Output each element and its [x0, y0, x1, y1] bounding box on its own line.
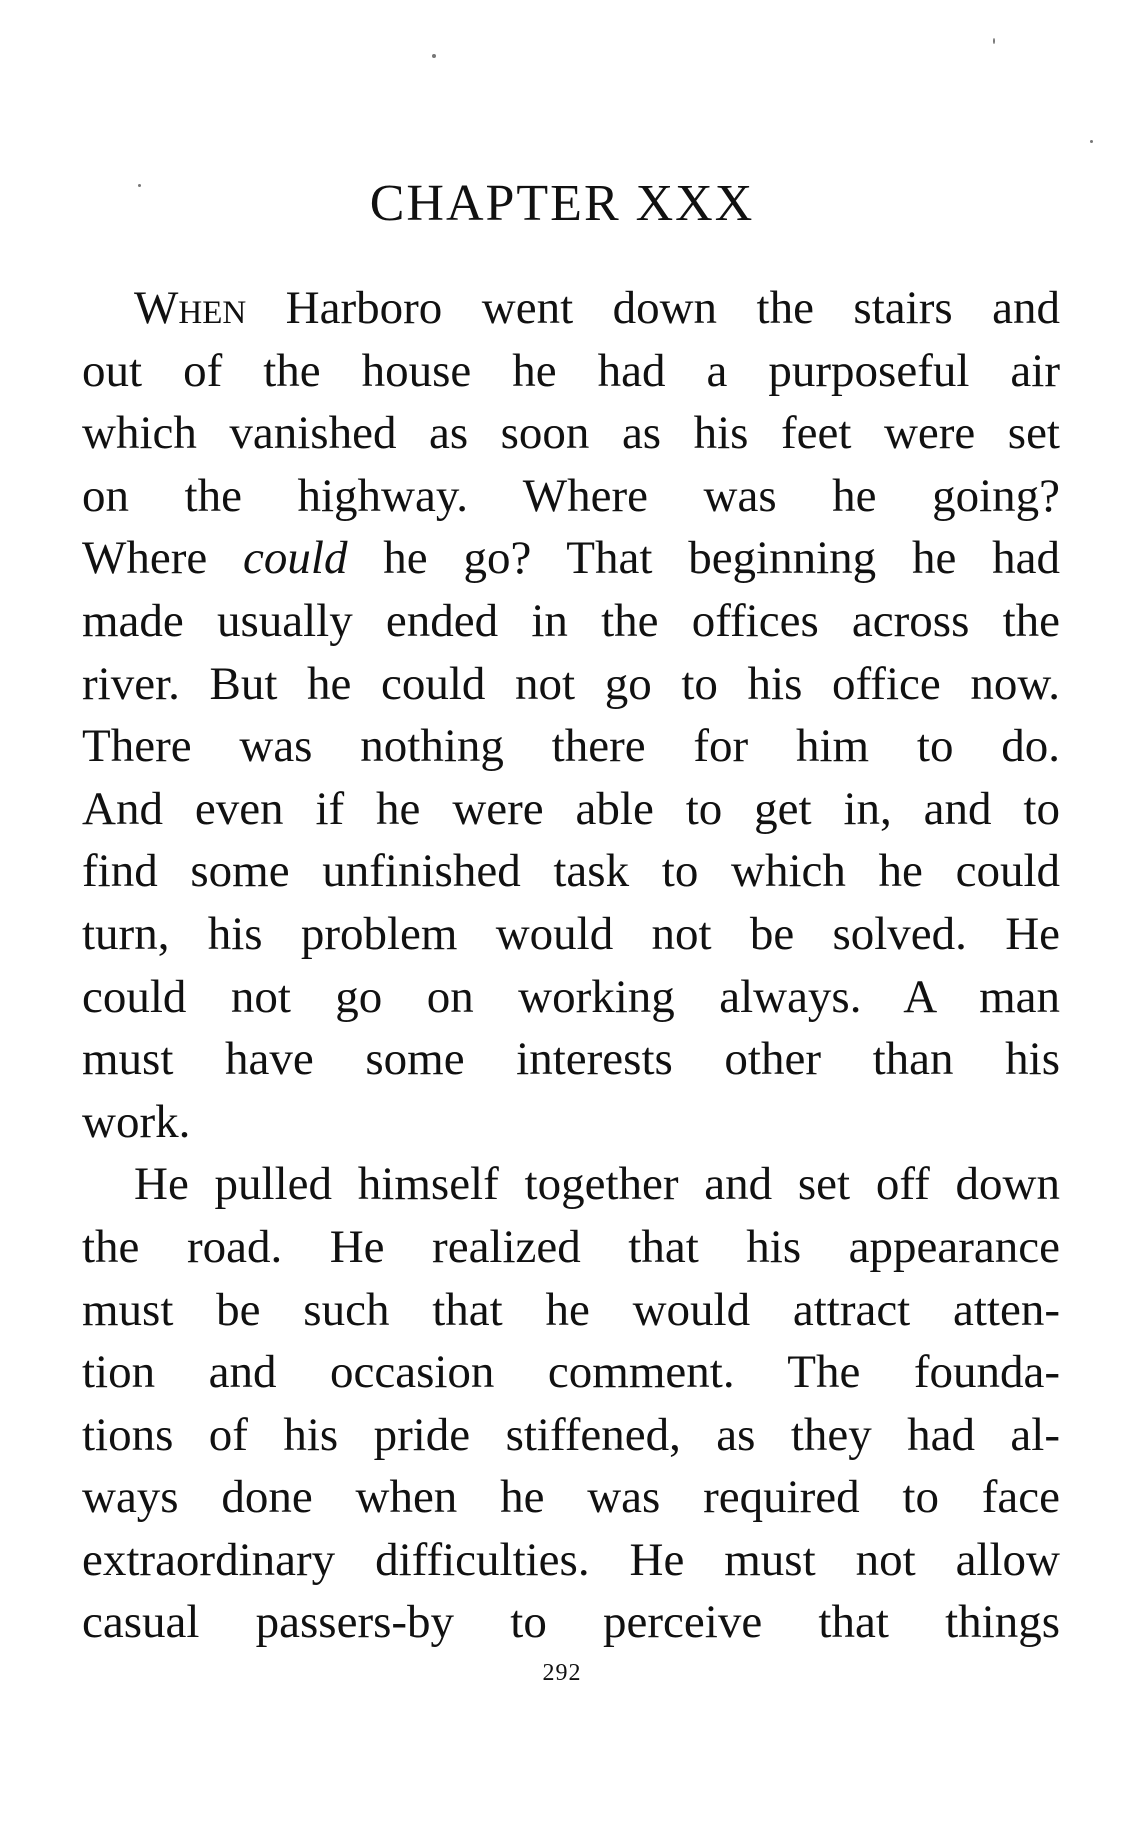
- text-line: must have some interests other than his: [82, 1033, 1060, 1086]
- text-line: tions of his pride stiffened, as they had al-: [82, 1408, 1060, 1461]
- page-number: 292: [542, 1660, 582, 1686]
- chapter-heading: CHAPTER XXX: [369, 175, 755, 232]
- text-line: on the highway. Where was he going?: [82, 469, 1060, 522]
- text-line: out of the house he had a purposeful air: [82, 344, 1060, 397]
- text-line: turn, his problem would not be solved. He: [82, 907, 1060, 960]
- text-line: the road. He realized that his appearance: [82, 1220, 1060, 1273]
- paragraph-1: [82, 277, 1060, 1153]
- text-line: could not go on working always. A man: [82, 970, 1060, 1023]
- text-line: casual passers-by to perceive that things: [82, 1596, 1060, 1649]
- text-line: work.: [82, 1095, 191, 1148]
- text-fragment: Harboro went down the stairs and: [246, 282, 1060, 334]
- text-fragment: Where: [82, 532, 244, 585]
- lead-word: When: [134, 282, 247, 334]
- text-fragment: he go? That beginning he had: [347, 532, 1061, 585]
- text-line: river. But he could not go to his office now.: [82, 657, 1060, 710]
- paragraph-2: [82, 1153, 1060, 1654]
- text-line: There was nothing there for him to do.: [82, 720, 1060, 773]
- text-line: must be such that he would attract atten-: [82, 1283, 1060, 1336]
- text-line: ways done when he was required to face: [82, 1471, 1060, 1524]
- text-line: made usually ended in the offices across the: [82, 594, 1060, 647]
- text-line: extraordinary difficulties. He must not allow: [82, 1533, 1060, 1586]
- text-line: He pulled himself together and set off down: [134, 1158, 1060, 1211]
- scan-speck: [993, 38, 995, 44]
- text-line: [82, 527, 1060, 590]
- text-line: [82, 277, 1060, 340]
- text-line: tion and occasion comment. The founda-: [82, 1346, 1060, 1399]
- text-line: find some unfinished task to which he could: [82, 845, 1060, 898]
- scan-speck: [432, 54, 436, 58]
- body-text: [82, 277, 1060, 1654]
- text-line: which vanished as soon as his feet were set: [82, 407, 1060, 460]
- italic-word: could: [243, 532, 348, 585]
- scan-speck: [1090, 140, 1093, 143]
- text-line: And even if he were able to get in, and to: [82, 782, 1060, 835]
